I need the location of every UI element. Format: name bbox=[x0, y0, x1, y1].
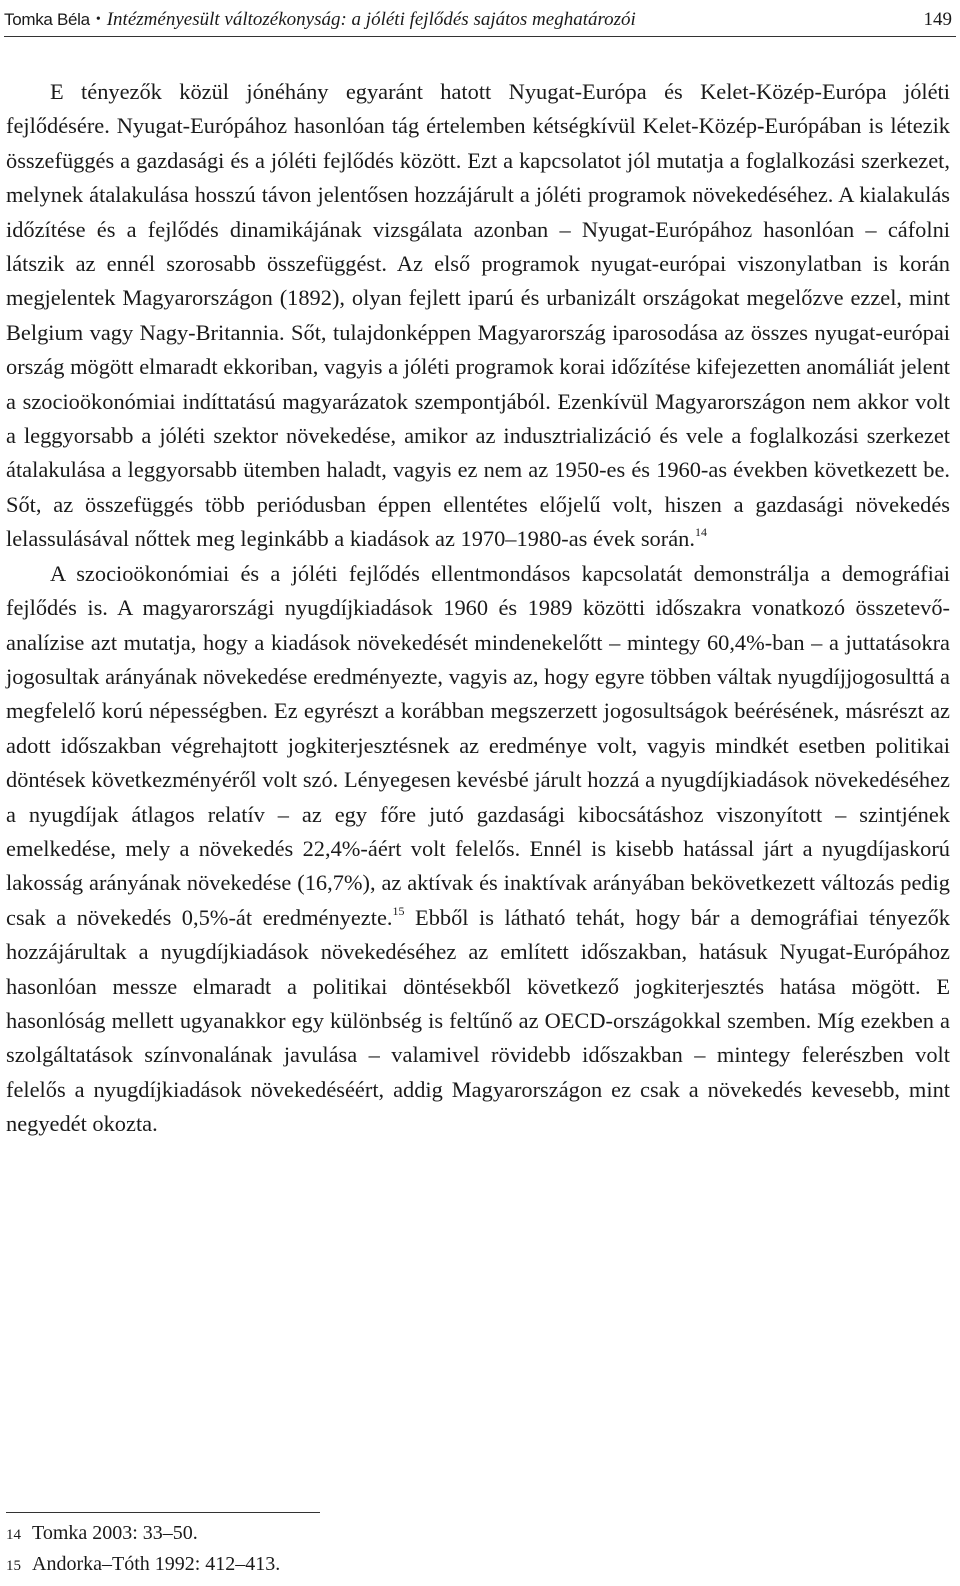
footnote-reference[interactable]: 14 bbox=[694, 525, 707, 540]
paragraph-text: A szocioökonómiai és a jóléti fejlődés ellentmondásos kapcsolatát demonstrálja a demográfiai fejlődés is. A magyarországi nyugdíjkiadások 1960 és 1989 közötti időszakra vonatkozó összetevő-analízise azt mutatja, hogy a kiadások növekedését mindenekelőtt – mintegy 60,4%-ban – a juttatásokra jogosultak arányának növekedése eredményezte, vagyis az, hogy egyre többen váltak nyugdíjjogosulttá a megfelelő korú népességben. Ez egyrészt a korábban megszerzett jogosultságok beérésének, másrészt az adott időszakban végrehajtott jogkiterjesztésnek az eredménye volt, vagyis mindkét esetben politikai döntések következményéről volt szó. Lényegesen kevésbé járult hozzá a nyugdíjkiadások növekedéséhez a nyugdíjak átlagos relatív – az egy főre jutó gazdasági kibocsátáshoz viszonyított – szintjének emelkedése, mely a növekedés 22,4%-áért volt felelős. Ennél is kisebb hatással járt a nyugdíjaskorú lakosság arányának növekedése (16,7%), az aktívak és inaktívak arányában bekövetkezett változás pedig csak a növekedés 0,5%-át eredményezte. bbox=[6, 560, 950, 930]
footnote-text: Tomka 2003: 33–50. bbox=[32, 1522, 198, 1544]
footnote bbox=[6, 1519, 946, 1550]
page-number: 149 bbox=[923, 9, 952, 30]
header-bullet: • bbox=[95, 12, 101, 27]
paragraph-text: Ebből is látható tehát, hogy bár a demográfiai tényezők hozzájárultak a nyugdíjkiadások növekedéséhez az említett időszakban, hatásuk Nyugat-Európához hasonlóan messze elmaradt a politikai döntésekből következő jogkiterjesztés hatása mögött. E hasonlóság mellett ugyanakkor egy különbség is feltűnő az OECD-országokkal szemben. Míg ezekben a szolgáltatások színvonalának javulása – valamivel rövidebb időszakban – mintegy felerészben volt felelős a nyugdíjkiadások növekedéséért, addig Magyarországon ez csak a növekedés kevesebb, mint negyedét okozta. bbox=[6, 904, 950, 1137]
running-header bbox=[4, 4, 956, 37]
footnote bbox=[6, 1550, 946, 1581]
header-author: Tomka Béla bbox=[4, 10, 90, 29]
footnote-text: Andorka–Tóth 1992: 412–413. bbox=[32, 1553, 281, 1575]
footnote-number: 15 bbox=[6, 1558, 21, 1574]
footnotes bbox=[6, 1519, 946, 1581]
paragraph bbox=[6, 557, 950, 1142]
header-running-title: Intézményesült változékonyság: a jóléti fejlődés sajátos meghatározói bbox=[106, 9, 636, 30]
footnote-divider bbox=[6, 1512, 320, 1513]
footnote-reference[interactable]: 15 bbox=[392, 903, 405, 918]
body-text bbox=[6, 75, 950, 1142]
footnote-number: 14 bbox=[6, 1527, 21, 1543]
paragraph bbox=[6, 75, 950, 557]
paragraph-text: E tényezők közül jónéhány egyaránt hatott Nyugat-Európa és Kelet-Közép-Európa jóléti fejlődésére. Nyugat-Európához hasonlóan tág értelemben kétségkívül Kelet-Közép-Európában is létezik összefüggés a gazdasági és a jóléti fejlődés között. Ezt a kapcsolatot jól mutatja a foglalkozási szerkezet, melynek átalakulása hosszú távon jelentősen hozzájárult a jóléti programok növekedéséhez. A kialakulás időzítése és a fejlődés dinamikájának vizsgálata azonban – Nyugat-Európához hasonlóan – cáfolni látszik az ennél szorosabb összefüggést. Az első programok nyugat-európai viszonylatban is korán megjelentek Magyarországon (1892), olyan fejlett iparú és urbanizált országokat megelőzve ezzel, mint Belgium vagy Nagy-Britannia. Sőt, tulajdonképpen Magyarország iparosodása az összes nyugat-európai ország mögött elmaradt ekkoriban, vagyis a jóléti programok korai időzítése kifejezetten anomáliát jelent a szocioökonómiai indíttatású magyarázatok szempontjából. Ezenkívül Magyarországon nem akkor volt a leggyorsabb a jóléti szektor növekedése, amikor az indusztrializáció és vele a foglalkozási szerkezet átalakulása a leggyorsabb ütemben haladt, vagyis ez nem az 1950-es és 1960-as években következett be. Sőt, az összefüggés több periódusban éppen ellentétes előjelű volt, hiszen a gazdasági növekedés lelassulásával nőttek meg leginkább a kiadások az 1970–1980-as évek során. bbox=[6, 79, 950, 552]
